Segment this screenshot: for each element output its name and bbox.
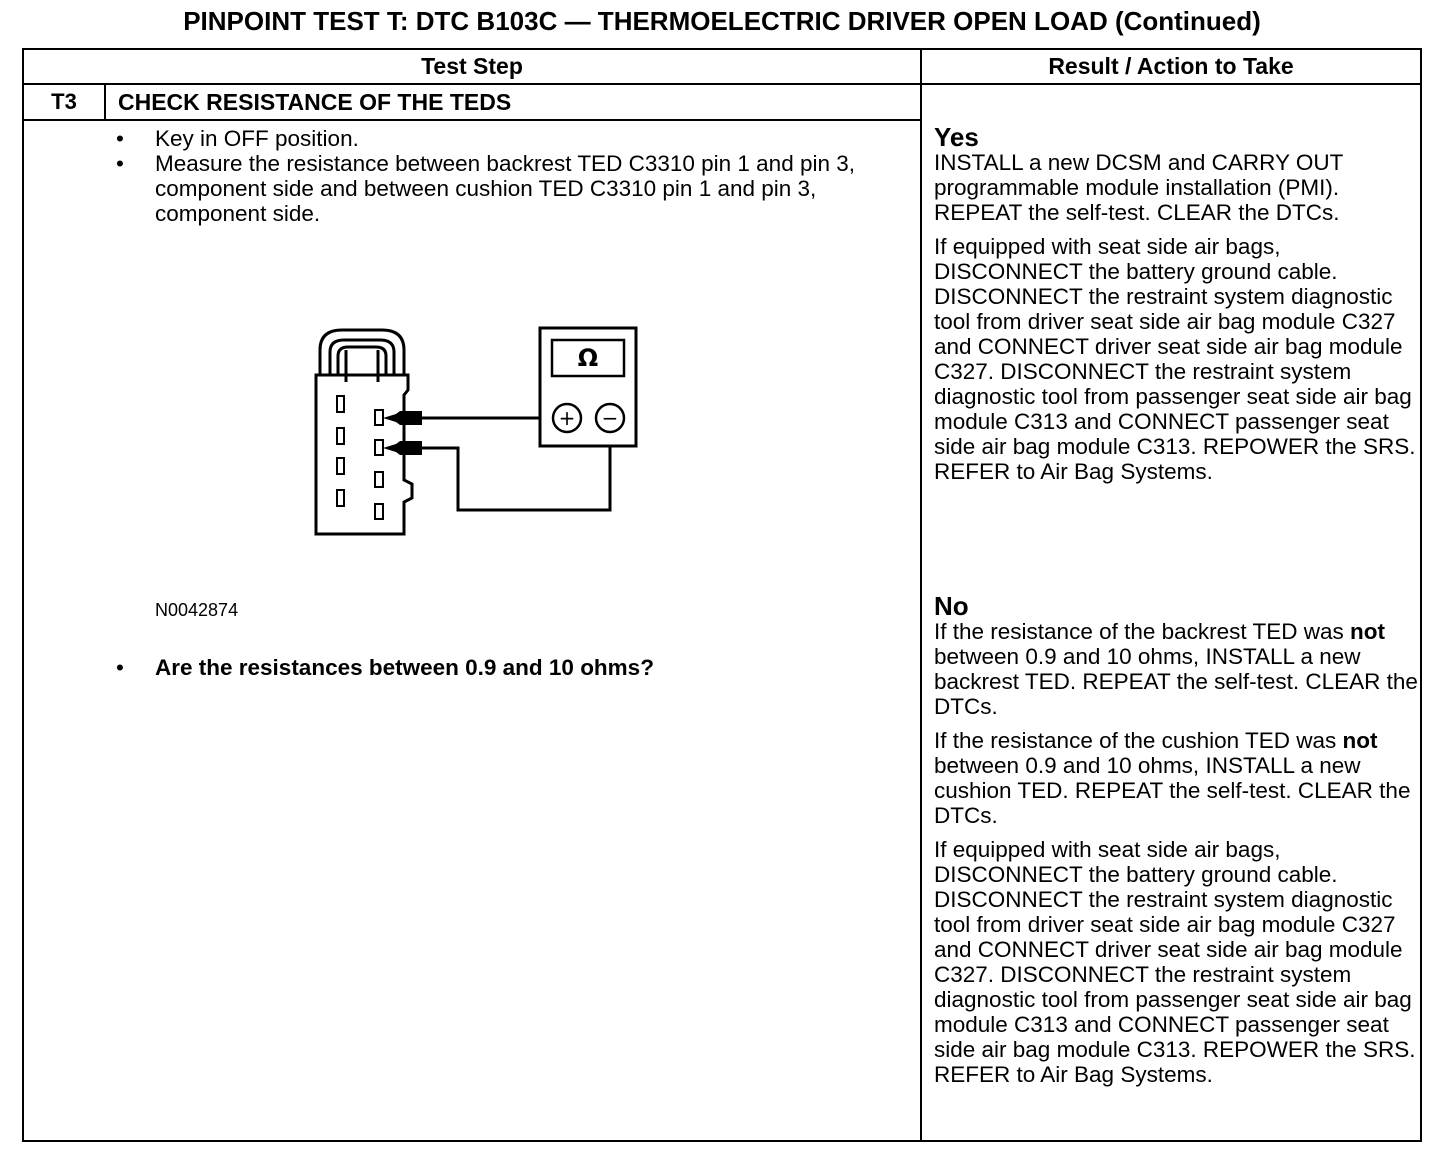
result-yes <box>934 124 1418 493</box>
connector-icon <box>316 330 412 534</box>
header-result-action: Result / Action to Take <box>1048 53 1294 79</box>
step-instructions <box>114 126 904 226</box>
header-test-step: Test Step <box>421 53 523 79</box>
result-yes-airbag-note: If equipped with seat side air bags, DISCONNECT the battery ground cable. DISCONNECT the restraint system diagnostic tool from driver seat side air bag module C327 and CONNECT driver seat side air bag module C327. DISCONNECT the restraint system diagnostic tool from passenger seat side air bag module C313 and CONNECT passenger seat side air bag module C313. REPOWER the SRS. REFER to Air Bag Systems. <box>934 234 1416 484</box>
instruction-item: • Key in OFF position. <box>114 126 904 151</box>
result-no-cushion-text: If the resistance of the cushion TED was <box>934 728 1343 753</box>
question-text: • Are the resistances between 0.9 and 10 ohms? <box>155 655 654 680</box>
instruction-item: • Measure the resistance between backrest TED C3310 pin 1 and pin 3, component side and between cushion TED C3310 pin 1 and pin 3, component side. <box>114 151 904 226</box>
result-no-backrest <box>934 619 1418 719</box>
result-yes-action: INSTALL a new DCSM and CARRY OUT programmable module installation (PMI). REPEAT the self-test. CLEAR the DTCs. <box>934 150 1343 225</box>
ohmmeter-icon <box>540 328 636 446</box>
header-rule <box>22 83 1422 85</box>
emphasis-not: not <box>1342 728 1378 753</box>
column-divider <box>920 48 922 1142</box>
step-title: CHECK RESISTANCE OF THE TEDS <box>118 89 512 115</box>
result-no-backrest-text: between 0.9 and 10 ohms, INSTALL a new backrest TED. REPEAT the self-test. CLEAR the DTCs. <box>934 644 1418 719</box>
result-no-airbag-note: If equipped with seat side air bags, DISCONNECT the battery ground cable. DISCONNECT the restraint system diagnostic tool from driver seat side air bag module C327 and CONNECT driver seat side air bag module C327. DISCONNECT the restraint system diagnostic tool from passenger seat side air bag module C313 and CONNECT passenger seat side air bag module C313. REPOWER the SRS. REFER to Air Bag Systems. <box>934 837 1416 1087</box>
ohm-symbol: Ω <box>577 344 599 372</box>
result-no-cushion <box>934 728 1418 828</box>
step-question <box>114 655 654 681</box>
result-no-backrest-text: If the resistance of the backrest TED was <box>934 619 1351 644</box>
page-title: PINPOINT TEST T: DTC B103C — THERMOELECTRIC DRIVER OPEN LOAD (Continued) <box>183 6 1261 36</box>
result-no-label: No <box>934 591 969 621</box>
emphasis-not: not <box>1350 619 1386 644</box>
step-id: T3 <box>51 89 77 114</box>
result-no-cushion-text: between 0.9 and 10 ohms, INSTALL a new cushion TED. REPEAT the self-test. CLEAR the DTCs. <box>934 753 1411 828</box>
figure-code: N0042874 <box>155 600 239 620</box>
plus-terminal-label: + <box>558 406 576 430</box>
result-yes-label: Yes <box>934 122 979 152</box>
resistance-measurement-diagram <box>300 320 650 550</box>
minus-terminal-label: − <box>601 406 619 430</box>
result-no <box>934 593 1418 1096</box>
step-id-divider <box>104 83 106 121</box>
